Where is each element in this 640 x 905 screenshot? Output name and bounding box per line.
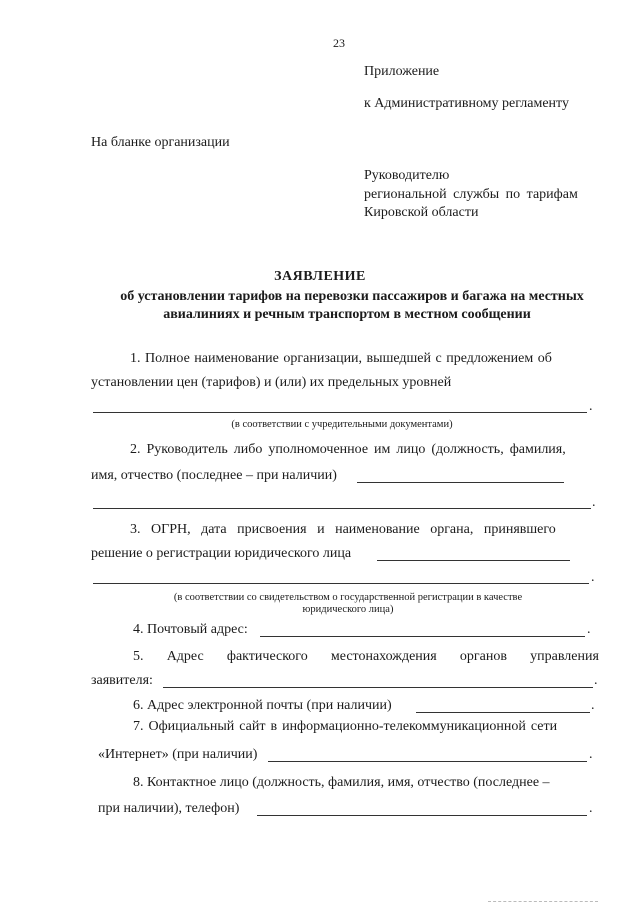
item-8-line-2: при наличии), телефон) [98, 801, 240, 816]
item-5-word: управления [530, 649, 599, 664]
scan-edge-mark [488, 901, 598, 902]
item-2-period: . [592, 495, 596, 510]
addressee-line-3: Кировской области [364, 205, 479, 220]
item-8-period: . [589, 801, 593, 816]
item-6-period: . [591, 698, 595, 713]
item-3-answer-line-2[interactable] [93, 583, 589, 584]
item-1-line-1: 1. Полное наименование организации, вышедшей с предложением об [130, 351, 552, 366]
item-3-line-1: 3. ОГРН, дата присвоения и наименование органа, принявшего [130, 522, 556, 537]
item-2-answer-line-1[interactable] [357, 482, 564, 483]
item-4-label: 4. Почтовый адрес: [133, 622, 248, 637]
item-6-answer-line[interactable] [416, 712, 590, 713]
item-7-period: . [589, 747, 593, 762]
addressee-line-2: региональной службы по тарифам [364, 187, 578, 202]
item-8-answer-line[interactable] [257, 815, 587, 816]
document-subtitle-line-1: об установлении тарифов на перевозки пассажиров и багажа на местных [120, 289, 584, 304]
item-4-answer-line[interactable] [260, 636, 585, 637]
item-4-period: . [587, 622, 591, 637]
item-3-hint-line-1: (в соответствии со свидетельством о государственной регистрации в качестве [173, 592, 523, 603]
item-3-hint-line-2: юридического лица) [302, 604, 394, 615]
item-1-line-2: установлении цен (тарифов) и (или) их предельных уровней [91, 375, 452, 390]
item-5-period: . [594, 673, 598, 688]
item-2-answer-line-2[interactable] [93, 508, 591, 509]
page-number: 23 [333, 36, 345, 50]
item-3-line-2: решение о регистрации юридического лица [91, 546, 352, 561]
item-5-line-2: заявителя: [91, 673, 153, 688]
item-1-period: . [589, 399, 593, 414]
item-7-line-1: 7. Официальный сайт в информационно-телекоммуникационной сети [133, 719, 558, 734]
addressee-line-1: Руководителю [364, 168, 450, 183]
item-8-line-1: 8. Контактное лицо (должность, фамилия, имя, отчество (последнее – [133, 775, 550, 790]
letterhead-note: На бланке организации [91, 135, 230, 150]
document-subtitle-line-2: авиалиниях и речным транспортом в местном сообщении [163, 307, 531, 322]
item-5-word: Адрес [166, 649, 204, 664]
item-1-hint: (в соответствии с учредительными документами) [231, 419, 453, 430]
item-7-answer-line[interactable] [268, 761, 587, 762]
item-5-line-1 [133, 648, 599, 666]
appendix-title: Приложение [364, 64, 440, 79]
item-5-word: местонахождения [330, 649, 437, 664]
item-2-line-1: 2. Руководитель либо уполномоченное им лицо (должность, фамилия, [130, 442, 566, 457]
item-5-answer-line[interactable] [163, 687, 593, 688]
item-1-answer-line[interactable] [93, 412, 587, 413]
item-3-period: . [591, 570, 595, 585]
item-5-word: фактического [226, 649, 308, 664]
item-7-line-2: «Интернет» (при наличии) [98, 747, 258, 762]
item-6-label: 6. Адрес электронной почты (при наличии) [133, 698, 392, 713]
document-title: ЗАЯВЛЕНИЕ [274, 269, 366, 284]
item-5-word: 5. [133, 649, 144, 664]
item-3-answer-line-1[interactable] [377, 560, 570, 561]
item-2-line-2: имя, отчество (последнее – при наличии) [91, 468, 337, 483]
item-5-word: органов [459, 649, 507, 664]
appendix-reference: к Административному регламенту [364, 96, 569, 111]
